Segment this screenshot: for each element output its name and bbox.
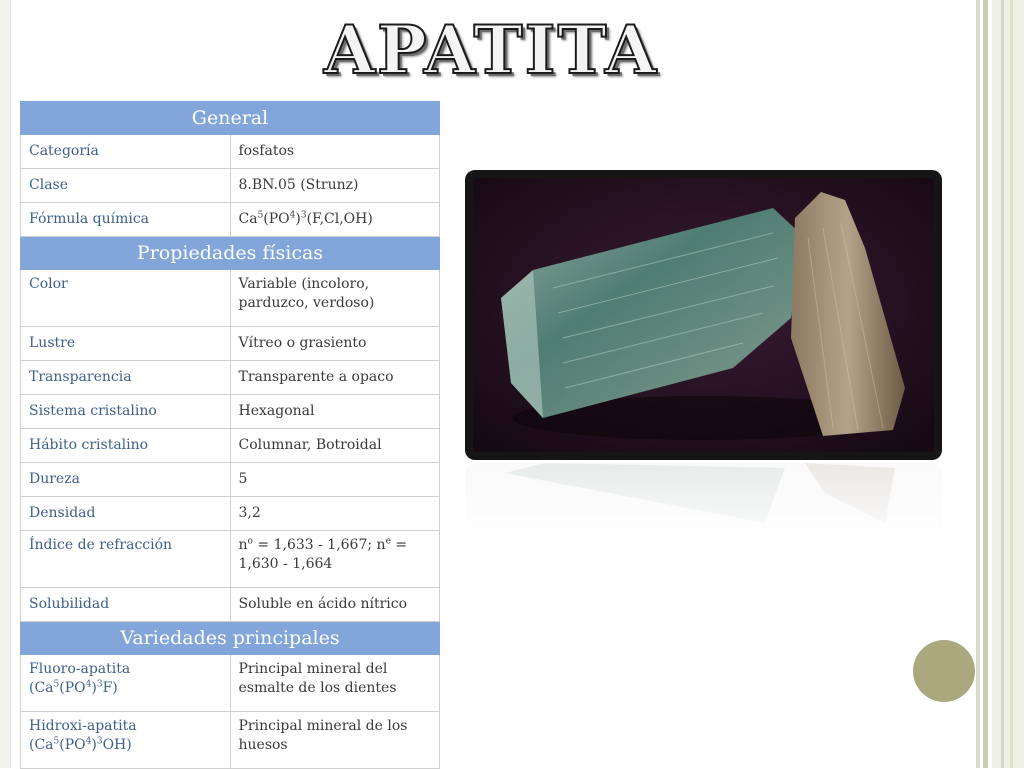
property-key: Hábito cristalino <box>21 429 231 463</box>
variety-name: Fluoro-apatita $(Ca^5(PO^4)^3F)$ <box>21 655 231 712</box>
property-value: 3,2 <box>230 497 440 531</box>
property-key: Clase <box>21 169 231 203</box>
section-header-label: Propiedades físicas <box>21 237 440 270</box>
right-border-line <box>1010 0 1013 768</box>
table-row <box>21 270 440 327</box>
table-row <box>21 203 440 237</box>
table-row <box>21 463 440 497</box>
property-value: 8.BN.05 (Strunz) <box>230 169 440 203</box>
apatite-crystal-photo <box>473 178 934 452</box>
table-row <box>21 327 440 361</box>
property-key: Color <box>21 270 231 327</box>
property-key: Dureza <box>21 463 231 497</box>
property-value: Variable (incoloro, parduzco, verdoso) <box>230 270 440 327</box>
table-row <box>21 497 440 531</box>
property-key: Transparencia <box>21 361 231 395</box>
decorative-circle <box>913 640 975 702</box>
mineral-photo-frame <box>465 170 942 460</box>
table-row <box>21 429 440 463</box>
variety-description: Principal mineral del esmalte de los dientes <box>230 655 440 712</box>
table-row <box>21 655 440 712</box>
table-row <box>21 361 440 395</box>
photo-reflection <box>465 463 942 553</box>
property-key: Solubilidad <box>21 588 231 622</box>
left-border <box>0 0 11 768</box>
mineral-info-table <box>20 101 440 769</box>
section-header-label: General <box>21 102 440 135</box>
table-row <box>21 588 440 622</box>
property-key: Índice de refracción <box>21 531 231 588</box>
variety-description: Principal mineral de los huesos <box>230 712 440 769</box>
table-row <box>21 395 440 429</box>
table-row <box>21 531 440 588</box>
property-value: 5 <box>230 463 440 497</box>
property-value-formula: $Ca^5(PO^4)^3(F,Cl,OH)$ <box>230 203 440 237</box>
table-row <box>21 169 440 203</box>
section-header-varieties <box>21 622 440 655</box>
right-border-panel <box>992 0 1024 768</box>
property-value: Soluble en ácido nítrico <box>230 588 440 622</box>
property-value: Hexagonal <box>230 395 440 429</box>
property-value: Vítreo o grasiento <box>230 327 440 361</box>
slide-title: APATITA <box>323 11 659 89</box>
property-value: Columnar, Botroidal <box>230 429 440 463</box>
table-row <box>21 712 440 769</box>
right-border-line <box>1001 0 1004 768</box>
property-key: Categoría <box>21 135 231 169</box>
section-header-physical <box>21 237 440 270</box>
property-value: Transparente a opaco <box>230 361 440 395</box>
property-key: Lustre <box>21 327 231 361</box>
right-border-line <box>976 0 980 768</box>
property-value-refraction: $n^o = 1,633 - 1,667$; $n^e = 1,630 - 1,664$ <box>230 531 440 588</box>
section-header-label: Variedades principales <box>21 622 440 655</box>
section-header-general <box>21 102 440 135</box>
property-key: Fórmula química <box>21 203 231 237</box>
property-key: Sistema cristalino <box>21 395 231 429</box>
variety-name: Hidroxi-apatita $(Ca^5(PO^4)^3OH)$ <box>21 712 231 769</box>
property-key: Densidad <box>21 497 231 531</box>
property-value: fosfatos <box>230 135 440 169</box>
table-row <box>21 135 440 169</box>
right-border-line <box>983 0 988 768</box>
